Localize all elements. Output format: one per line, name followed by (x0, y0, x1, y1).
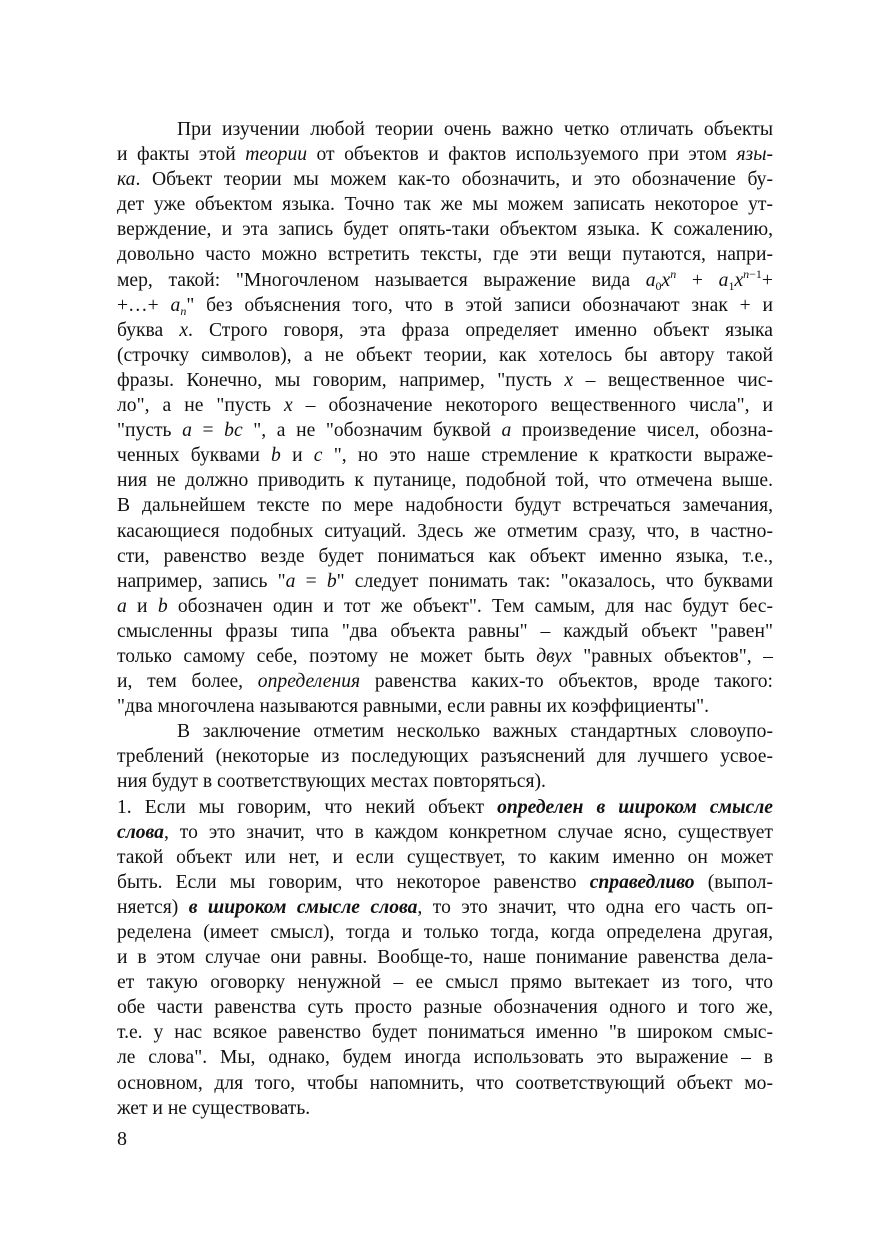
text-line: и факты этой теории от объектов и фактов используемого при этом язы- (117, 144, 773, 166)
text-line: мер, такой: "Многочленом называется выражение вида $a_0x^n + a_1x^{n-1}+$ (117, 266, 773, 293)
text-line: ет такую оговорку ненужной – ее смысл прямо вытекает из того, что (117, 972, 773, 994)
text-line: a и b обозначен один и тот же объект". Тем самым, для нас будут бес- (117, 595, 773, 617)
text-line: няется) в широком смысле слова, то это значит, что одна его часть оп- (117, 896, 773, 918)
text-line: дет уже объектом языка. Точно так же мы можем записать некоторое ут- (117, 194, 773, 216)
page-number: 8 (117, 1128, 127, 1150)
text-line: треблений (некоторые из последующих разъяснений для лучшего усвое- (117, 746, 773, 768)
text-line: фразы. Конечно, мы говорим, например, "пусть x – вещественное чис- (117, 369, 773, 391)
text-line: ло", а не "пусть x – обозначение некоторого вещественного числа", и (117, 395, 773, 417)
text-line: основном, для того, чтобы напомнить, что соответствующий объект мо- (117, 1072, 773, 1094)
text-line: ле слова". Мы, однако, будем иногда использовать это выражение – в (117, 1047, 773, 1069)
text-line: "два многочлена называются равными, если равны их коэффициенты". (117, 696, 710, 718)
text-line: и в этом случае они равны. Вообще-то, наше понимание равенства дела- (117, 947, 773, 969)
text-line: ния будут в соответствующих местах повторяться). (117, 771, 546, 793)
text-line: слова, то это значит, что в каждом конкретном случае ясно, существует (117, 821, 773, 843)
text-line: ния не должно приводить к путанице, подобной той, что отмечена выше. (117, 470, 773, 492)
text-line: только самому себе, поэтому не может быть двух "равных объектов", – (117, 645, 773, 667)
text-line: такой объект или нет, и если существует, то каким именно он может (117, 846, 773, 868)
text-line: обе части равенства суть просто разные обозначения одного и того же, (117, 997, 773, 1019)
text-line: жет и не существовать. (117, 1097, 311, 1119)
text-line: т.е. у нас всякое равенство будет пониматься именно "в широком смыс- (117, 1022, 773, 1044)
document-body (117, 117, 773, 1121)
text-line: быть. Если мы говорим, что некоторое равенство справедливо (выпол- (117, 871, 773, 893)
text-line: При изучении любой теории очень важно четко отличать объекты (177, 119, 773, 140)
text-line: "пусть a = bc ", а не "обозначим буквой a произведение чисел, обозна- (117, 420, 774, 442)
text-line: довольно часто можно встретить тексты, где эти вещи путаются, напри- (117, 244, 773, 266)
text-line: и, тем более, определения равенства каких-то объектов, вроде такого: (117, 671, 773, 693)
text-line: касающиеся подобных ситуаций. Здесь же отметим сразу, что, в частно- (117, 520, 773, 542)
text-line: буква x. Строго говоря, эта фраза определяет именно объект языка (117, 319, 773, 341)
text-line: В дальнейшем тексте по мере надобности будут встречаться замечания, (117, 495, 773, 517)
text-line: +…+ $a_n$" без объяснения того, что в этой записи обозначают знак + и (117, 294, 773, 318)
text-line: ределена (имеет смысл), тогда и только тогда, когда определена другая, (117, 922, 773, 943)
text-line: смысленны фразы типа "два объекта равны" – каждый объект "равен" (117, 620, 773, 642)
text-line: В заключение отметим несколько важных стандартных словоупо- (177, 721, 773, 743)
text-line: верждение, и эта запись будет опять-таки объектом языка. К сожалению, (117, 219, 773, 241)
text-line: ченных буквами b и c ", но это наше стремление к краткости выраже- (117, 445, 773, 467)
text-line: например, запись "a = b" следует понимать так: "оказалось, что буквами (117, 570, 773, 592)
text-line: 1. Если мы говорим, что некий объект определен в широком смысле (117, 796, 773, 818)
text-line: (строчку символов), а не объект теории, как хотелось бы автору такой (117, 344, 773, 366)
text-line: сти, равенство везде будет пониматься как объект именно языка, т.е., (117, 545, 773, 567)
text-line: ка. Объект теории мы можем как-то обозначить, и это обозначение бу- (117, 169, 773, 191)
